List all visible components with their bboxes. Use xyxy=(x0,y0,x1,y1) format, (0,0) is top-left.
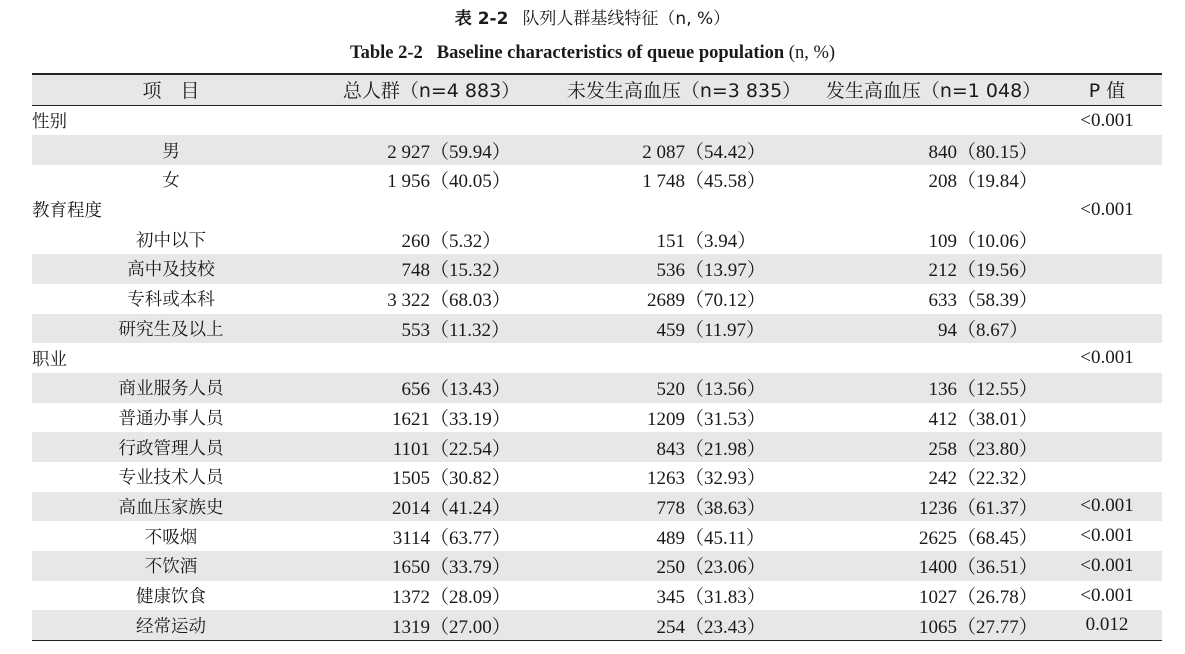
total-count: 1650 xyxy=(392,557,430,579)
row-label: 男 xyxy=(32,135,310,165)
total-count: 1 956 xyxy=(387,171,430,193)
group-label: 性别 xyxy=(32,112,67,133)
no-htn-percent: （31.53） xyxy=(685,408,766,430)
total-count: 260 xyxy=(401,230,430,252)
total-percent: （11.32） xyxy=(430,319,511,341)
table-row xyxy=(32,314,1162,344)
row-label: 高血压家族史 xyxy=(32,492,310,522)
no-htn-count: 2 087 xyxy=(642,141,685,163)
htn-percent: （38.01） xyxy=(957,408,1038,430)
no-htn-percent: （23.43） xyxy=(685,616,766,638)
total-percent: （28.09） xyxy=(430,587,511,609)
p-value: <0.001 xyxy=(1080,198,1134,220)
table-row xyxy=(32,581,1162,611)
no-htn-percent: （45.11） xyxy=(685,527,766,549)
table-row xyxy=(32,521,1162,551)
p-value xyxy=(1052,403,1162,433)
group-row-education xyxy=(32,195,1162,225)
htn-count: 94 xyxy=(938,319,957,341)
row-label: 不饮酒 xyxy=(32,551,310,581)
no-htn-percent: （21.98） xyxy=(685,438,766,460)
htn-percent: （68.45） xyxy=(957,527,1038,549)
table-caption-chinese xyxy=(0,6,1185,32)
group-label: 职业 xyxy=(32,349,67,370)
htn-percent: （80.15） xyxy=(957,141,1038,163)
group-row-sex xyxy=(32,105,1162,135)
header-p-value: P 值 xyxy=(1052,74,1162,105)
row-label: 普通办事人员 xyxy=(118,408,224,429)
htn-count: 212 xyxy=(928,260,957,282)
total-count: 2014 xyxy=(392,497,430,519)
no-htn-percent: （54.42） xyxy=(685,141,766,163)
header-no-hypertension: 未发生高血压（n=3 835） xyxy=(553,74,815,105)
total-percent: （15.32） xyxy=(430,260,511,282)
no-htn-count: 1 748 xyxy=(642,171,685,193)
table-row xyxy=(32,403,1162,433)
table-row xyxy=(32,224,1162,254)
htn-percent: （58.39） xyxy=(957,290,1038,312)
row-label: 高中及技校 xyxy=(32,254,310,284)
table-row xyxy=(32,462,1162,492)
row-label: 女 xyxy=(162,171,180,192)
htn-count: 633 xyxy=(928,290,957,312)
htn-count: 208 xyxy=(928,171,957,193)
total-count: 1621 xyxy=(392,408,430,430)
total-percent: （40.05） xyxy=(430,171,511,193)
table-row xyxy=(32,165,1162,195)
baseline-table xyxy=(32,73,1162,641)
caption-text-en: Baseline characteristics of queue population xyxy=(436,43,785,63)
htn-count: 412 xyxy=(928,408,957,430)
no-htn-count: 250 xyxy=(656,557,685,579)
header-item: 项 目 xyxy=(32,74,310,105)
table-row xyxy=(32,610,1162,640)
row-label: 研究生及以上 xyxy=(32,314,310,344)
htn-count: 1236 xyxy=(919,497,957,519)
htn-percent: （22.32） xyxy=(957,468,1038,490)
p-value xyxy=(1052,135,1162,165)
row-label: 不吸烟 xyxy=(144,527,198,548)
htn-count: 1400 xyxy=(919,557,957,579)
total-percent: （63.77） xyxy=(430,527,511,549)
table-header-row xyxy=(32,74,1162,105)
p-value xyxy=(1052,432,1162,462)
header-hypertension: 发生高血压（n=1 048） xyxy=(815,74,1052,105)
p-value: 0.012 xyxy=(1052,610,1162,640)
no-htn-count: 254 xyxy=(656,616,685,638)
no-htn-percent: （32.93） xyxy=(685,468,766,490)
caption-suffix-en: (n, %) xyxy=(788,43,836,63)
table-row xyxy=(32,254,1162,284)
htn-count: 1027 xyxy=(919,587,957,609)
htn-count: 258 xyxy=(928,438,957,460)
caption-text-cn: 队列人群基线特征（n, %） xyxy=(522,9,731,29)
row-label: 健康饮食 xyxy=(136,587,206,608)
p-value xyxy=(1052,314,1162,344)
htn-count: 840 xyxy=(928,141,957,163)
row-label: 专业技术人员 xyxy=(118,468,224,489)
row-label: 初中以下 xyxy=(136,230,206,251)
table-row xyxy=(32,492,1162,522)
htn-count: 1065 xyxy=(919,616,957,638)
total-percent: （5.32） xyxy=(430,230,502,252)
header-total: 总人群（n=4 883） xyxy=(310,74,553,105)
htn-percent: （8.67） xyxy=(957,319,1029,341)
total-count: 2 927 xyxy=(387,141,430,163)
total-count: 748 xyxy=(401,260,430,282)
p-value: <0.001 xyxy=(1052,551,1162,581)
no-htn-percent: （45.58） xyxy=(685,171,766,193)
total-count: 1372 xyxy=(392,587,430,609)
htn-percent: （61.37） xyxy=(957,497,1038,519)
htn-count: 2625 xyxy=(919,527,957,549)
table-row xyxy=(32,432,1162,462)
no-htn-percent: （3.94） xyxy=(685,230,757,252)
no-htn-count: 151 xyxy=(656,230,685,252)
total-percent: （33.79） xyxy=(430,557,511,579)
no-htn-count: 536 xyxy=(656,260,685,282)
htn-count: 136 xyxy=(928,379,957,401)
htn-percent: （27.77） xyxy=(957,616,1038,638)
htn-percent: （36.51） xyxy=(957,557,1038,579)
no-htn-percent: （13.97） xyxy=(685,260,766,282)
no-htn-count: 1263 xyxy=(647,468,685,490)
table-row xyxy=(32,284,1162,314)
p-value: <0.001 xyxy=(1052,492,1162,522)
htn-percent: （19.84） xyxy=(957,171,1038,193)
total-percent: （22.54） xyxy=(430,438,511,460)
row-label: 行政管理人员 xyxy=(32,432,310,462)
group-label: 教育程度 xyxy=(32,201,102,222)
caption-number-en: Table 2-2 xyxy=(349,43,423,63)
row-label: 专科或本科 xyxy=(127,290,215,311)
no-htn-percent: （38.63） xyxy=(685,497,766,519)
total-percent: （30.82） xyxy=(430,468,511,490)
total-percent: （27.00） xyxy=(430,616,511,638)
no-htn-count: 459 xyxy=(656,319,685,341)
no-htn-count: 345 xyxy=(656,587,685,609)
htn-percent: （19.56） xyxy=(957,260,1038,282)
p-value xyxy=(1052,284,1162,314)
table-row xyxy=(32,551,1162,581)
p-value xyxy=(1052,224,1162,254)
total-percent: （59.94） xyxy=(430,141,511,163)
p-value xyxy=(1052,165,1162,195)
total-count: 1319 xyxy=(392,616,430,638)
total-count: 1505 xyxy=(392,468,430,490)
total-percent: （41.24） xyxy=(430,497,511,519)
row-label: 商业服务人员 xyxy=(32,373,310,403)
table-caption-english xyxy=(0,40,1185,66)
p-value: <0.001 xyxy=(1080,347,1134,369)
table-row xyxy=(32,373,1162,403)
p-value xyxy=(1052,373,1162,403)
no-htn-percent: （23.06） xyxy=(685,557,766,579)
no-htn-percent: （31.83） xyxy=(685,587,766,609)
no-htn-percent: （11.97） xyxy=(685,319,766,341)
no-htn-count: 2689 xyxy=(647,290,685,312)
htn-percent: （26.78） xyxy=(957,587,1038,609)
total-percent: （13.43） xyxy=(430,379,511,401)
table-row xyxy=(32,135,1162,165)
p-value xyxy=(1052,462,1162,492)
total-count: 1101 xyxy=(392,438,430,460)
no-htn-count: 489 xyxy=(656,527,685,549)
total-count: 3 322 xyxy=(387,290,430,312)
total-count: 553 xyxy=(401,319,430,341)
total-percent: （33.19） xyxy=(430,408,511,430)
p-value: <0.001 xyxy=(1080,109,1134,131)
group-row-occupation xyxy=(32,343,1162,373)
p-value: <0.001 xyxy=(1080,584,1134,606)
htn-count: 242 xyxy=(928,468,957,490)
p-value xyxy=(1052,254,1162,284)
caption-number-cn: 表 2-2 xyxy=(454,9,509,29)
no-htn-count: 778 xyxy=(656,497,685,519)
row-label: 经常运动 xyxy=(32,610,310,640)
no-htn-count: 520 xyxy=(656,379,685,401)
total-percent: （68.03） xyxy=(430,290,511,312)
htn-count: 109 xyxy=(928,230,957,252)
total-count: 3114 xyxy=(392,527,430,549)
total-count: 656 xyxy=(401,379,430,401)
no-htn-percent: （70.12） xyxy=(685,290,766,312)
no-htn-count: 1209 xyxy=(647,408,685,430)
no-htn-count: 843 xyxy=(656,438,685,460)
no-htn-percent: （13.56） xyxy=(685,379,766,401)
htn-percent: （23.80） xyxy=(957,438,1038,460)
htn-percent: （10.06） xyxy=(957,230,1038,252)
p-value: <0.001 xyxy=(1080,525,1134,547)
htn-percent: （12.55） xyxy=(957,379,1038,401)
